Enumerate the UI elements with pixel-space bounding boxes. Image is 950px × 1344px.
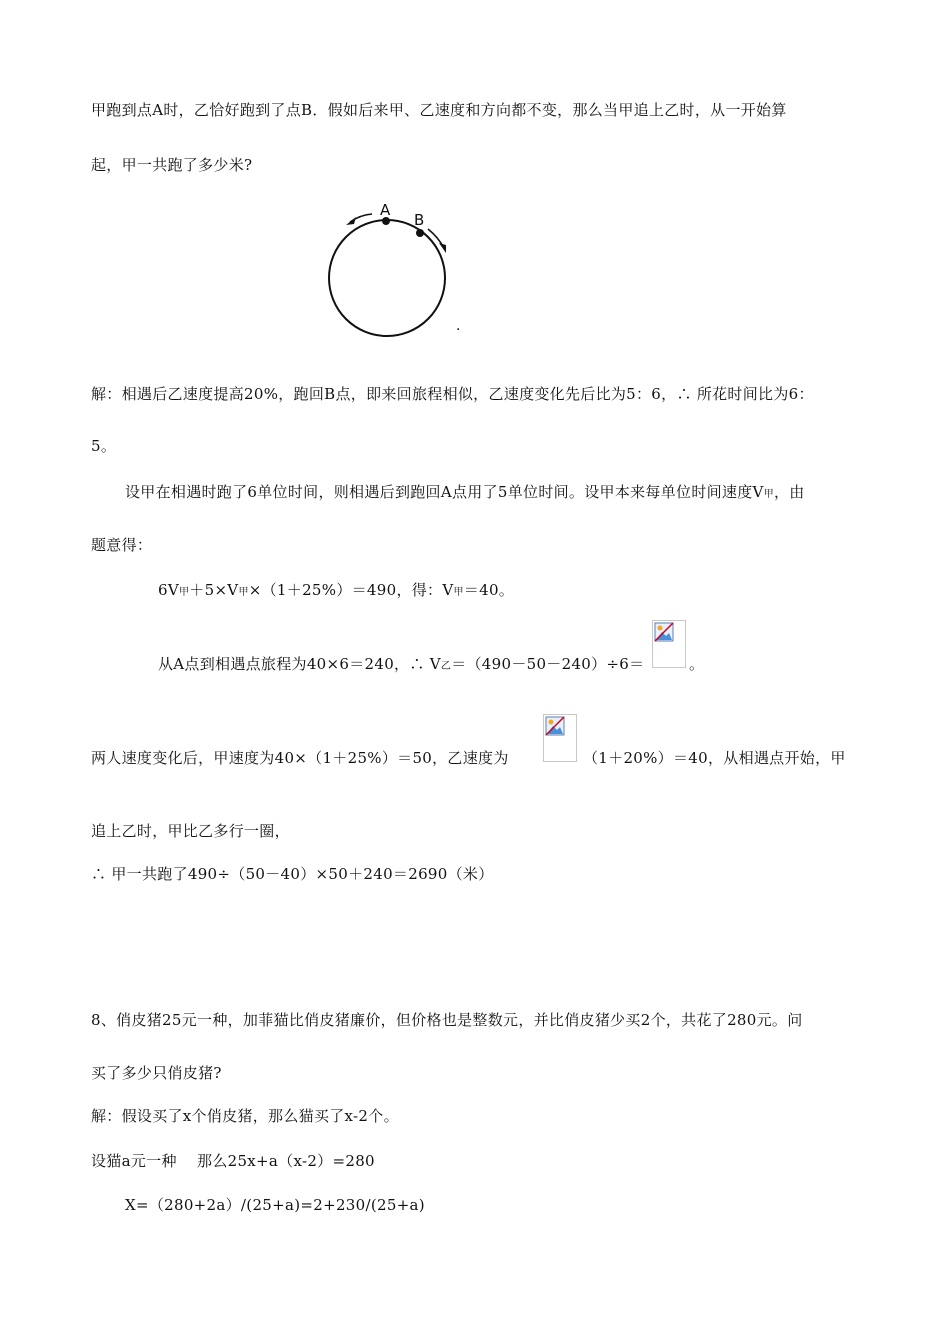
problem7-line2: 起，甲一共跑了多少米? (91, 156, 253, 174)
eq2-part1: 从A点到相遇点旅程为40×6＝240，∴ V (158, 655, 441, 673)
arrow-b-head (439, 243, 446, 253)
solution-line4: 题意得： (91, 536, 153, 554)
eq1-part4: ＝40。 (463, 581, 515, 599)
solution-line3-sub: 甲 (763, 489, 774, 500)
solution-line2: 5。 (91, 437, 117, 455)
eq1-sub3: 甲 (453, 587, 464, 598)
problem8-line3: 解：假设买了x个俏皮猪，那么猫买了x-2个。 (91, 1107, 399, 1125)
broken-image-placeholder-2 (543, 714, 577, 762)
stray-dot: . (456, 318, 461, 334)
solution-line7: ∴ 甲一共跑了490÷（50－40）×50＋240＝2690（米） (91, 865, 494, 883)
solution-line3-end: ，由 (773, 483, 805, 501)
solution-line6: 追上乙时，甲比乙多行一圈， (91, 822, 290, 840)
problem8-line4: 设猫a元一种 那么25x+a（x-2）=280 (91, 1152, 375, 1170)
solution-line3 (125, 482, 805, 505)
eq1-part1: 6V (158, 581, 179, 599)
solution-line5a: 两人速度变化后，甲速度为40×（1＋25%）＝50，乙速度为 (91, 749, 509, 767)
point-b-dot (416, 229, 424, 237)
eq1-sub2: 甲 (238, 587, 249, 598)
solution-line3-text: 设甲在相遇时跑了6单位时间，则相遇后到跑回A点用了5单位时间。设甲本来每单位时间速度V (125, 483, 764, 501)
problem8-line2: 买了多少只俏皮猪? (91, 1064, 222, 1082)
eq2-sub1: 乙 (440, 661, 452, 672)
eq1-sub1: 甲 (178, 587, 190, 598)
equation-2-end: 。 (689, 655, 705, 673)
arrow-a-head (346, 217, 356, 225)
point-a-label: A (380, 201, 391, 219)
problem7-line1: 甲跑到点A时，乙恰好跑到了点B．假如后来甲、乙速度和方向都不变，那么当甲追上乙时，从一开始算 (91, 101, 787, 119)
solution-line1: 解：相遇后乙速度提高20%，跑回B点，即来回旅程相似，乙速度变化先后比为5：6，∴ 所花时间比为6： (91, 385, 814, 403)
eq1-part2: ＋5×V (189, 581, 239, 599)
broken-image-placeholder-1 (652, 620, 686, 668)
problem8-line5: X=（280+2a）/(25+a)=2+230/(25+a) (125, 1196, 425, 1214)
equation-2 (158, 654, 644, 677)
point-b-label: B (414, 211, 425, 229)
eq2-part2: ＝（490－50－240）÷6＝ (451, 655, 645, 673)
solution-line5b: （1＋20%）＝40，从相遇点开始，甲 (583, 749, 846, 767)
circle-track (329, 220, 445, 336)
problem8-line1: 8、俏皮猪25元一种，加菲猫比俏皮猪廉价，但价格也是整数元，并比俏皮猪少买2个，共花了280元。问 (91, 1011, 803, 1029)
broken-image-icon (544, 715, 566, 737)
broken-image-icon (653, 621, 675, 643)
equation-1 (158, 580, 514, 603)
eq1-part3: ×（1＋25%）＝490，得：V (248, 581, 454, 599)
